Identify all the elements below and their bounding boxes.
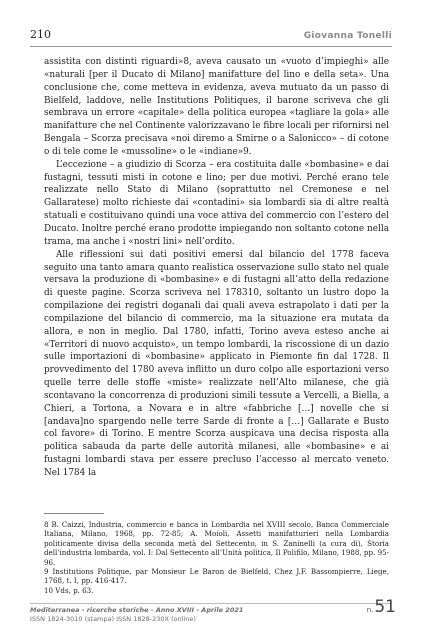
issue-number [367,597,396,617]
footnote: 8 B. Caizzi, Industria, commercio e banca in Lombardia nel XVIII secolo, Banca Commerciale Italiana, Milano, 1968, pp. 72-85; A. Moioli, Assetti manifatturieri nella Lombardia politicamente divisa della seconda metà del Settecento, in S. Zaninelli (a cura di), Storia dell’industria lombarda, vol. I: Dal Settecento all’Unità politica, Il Polifilo, Milano, 1988, pp. 95-96. [44,520,389,567]
running-author: Giovanna Tonelli [303,31,392,41]
paragraph: assistita con distinti riguardi»8, aveva causato un «vuoto d’impieghi» alle «naturali [per il Ducato di Milano] manifatture del lino e della seta». Una conclusione che, come metteva in evidenza, aveva mutuato da un passo di Bielfeld, laddove, nelle Institutions Politiques, il barone scriveva che gli sembrava un errore «capitale» della politica europea «tagliare la gola» alle manifatture che nel Continente valorizzavano le fibre locali per rifornirsi nel Bengala – Scorza precisava «noi diremo a Smirne o a Salonicco» – di cotone o di tele come le «mussoline» o le «indiane»9. [44,57,389,157]
running-header [30,28,392,44]
footer-rule [30,603,392,604]
body-text [44,56,389,480]
page-number: 210 [30,28,51,41]
footnote: 10 Vds, p. 63. [44,585,94,595]
footnote: 9 Institutions Politique, par Monsieur Le Baron de Bielfeld, Chez J.F. Bassompierre, Liege, 1768, t. I, pp. 416-417. [44,567,389,586]
issue-number-value: 51 [374,597,396,617]
footnotes-rule [44,513,104,514]
paragraph: Alle riflessioni sui dati positivi emersi dal bilancio del 1778 faceva seguito una tanto amara quanto realistica osservazione sullo stato nel quale versava la produzione di «bombasine» e di fustagni all’atto della redazione di queste pagine. Scorza scriveva nel 178310, soltanto un lustro dopo la compilazione dei registri doganali dai quali aveva estrapolato i dati per la compilazione del bilancio di commercio, ma la situazione era mutata da allora, e non in meglio. Dal 1780, infatti, Torino aveva esteso anche ai «Territori di nuovo acquisto», un tempo lombardi, la riscossione di un dazio sulle importazioni di «bombasine» applicato in Piemonte fin dal 1728. Il provvedimento del 1780 aveva inflitto un duro colpo alle esportazioni verso quelle terre delle stoffe «miste» realizzate nell’Alto milanese, che già scontavano la concorrenza di produzioni simili tessute a Vercelli, a Biella, a Chieri, a Tortona, a Novara e in altre «fabbriche […] novelle che si [andava]no spargendo nelle terre Sarde di fronte a […] Gallarate e Busto col favore» di Torino. E mentre Scorza auspicava una decisa risposta alla politica sabauda da parte delle autorità milanesi, alle «bombasine» e ai fustagni lombardi stava per essere precluso l’accesso al mercato veneto. Nel 1784 la [44,249,389,478]
issue-prefix: n. [366,606,374,614]
journal-line: Mediterranea - ricerche storiche - Anno XVIII - Aprile 2021 [30,606,244,614]
header-rule [30,46,392,47]
issn-line: ISSN 1824-3010 (stampa) ISSN 1828-230X (online) [30,614,196,623]
paragraph: L’eccezione – a giudizio di Scorza – era costituita dalle «bombasine» e dai fustagni, tessuti misti in cotone e lino; per due motivi. Perché erano tele realizzate nello Stato di Milano (soprattutto nel Cremonese e nel Gallaratese) molto richieste dai «contadini» sia lombardi sia di altre realtà statuali e costituivano quindi una voce attiva del commercio con l’estero del Ducato. Inoltre perché erano prodotte impiegando non soltanto cotone nella trama, ma anche i «nostri lini» nell’ordito. [44,159,389,247]
footnotes [44,520,389,595]
page-footer [30,606,243,623]
